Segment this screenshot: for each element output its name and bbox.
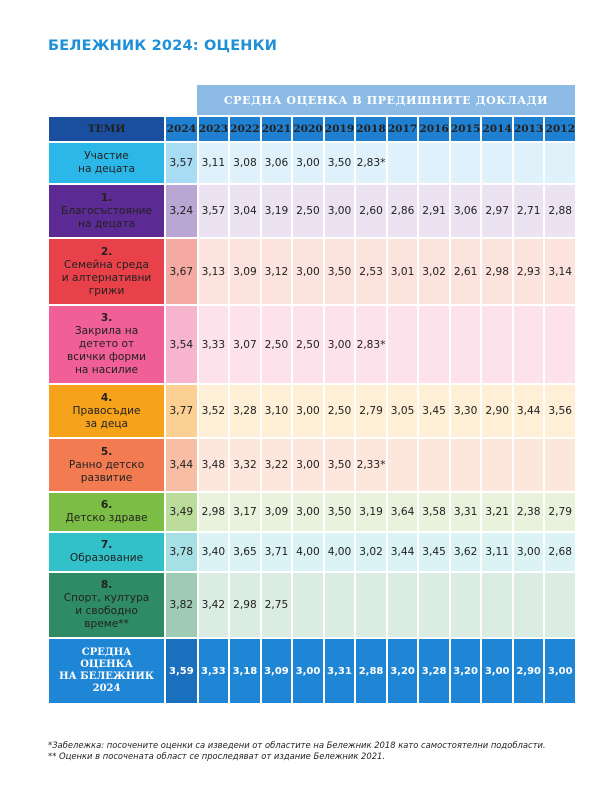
grade-cell: [545, 143, 575, 183]
grade-cell: [482, 143, 512, 183]
grade-cell: 3,00: [293, 143, 323, 183]
header-year: 2013: [514, 117, 544, 141]
current-grade-cell: 3,78: [166, 533, 197, 571]
grade-cell: 3,65: [230, 533, 260, 571]
grade-cell: 3,30: [451, 385, 481, 437]
grade-cell: 3,06: [262, 143, 292, 183]
grade-cell: 3,44: [388, 533, 418, 571]
grade-cell: [388, 573, 418, 637]
topic-number: 8.: [100, 579, 113, 591]
header-year: 2023: [199, 117, 229, 141]
grade-cell: 3,00: [293, 239, 323, 304]
grade-cell: 3,64: [388, 493, 418, 531]
grade-cell: 3,19: [262, 185, 292, 237]
grade-cell: 3,48: [199, 439, 229, 491]
topic-cell: [49, 239, 164, 304]
grade-cell: [451, 306, 481, 383]
grade-cell: [419, 439, 449, 491]
header-year: 2022: [230, 117, 260, 141]
grade-cell: 2,71: [514, 185, 544, 237]
grade-rows: [49, 143, 575, 703]
grade-cell: 3,13: [199, 239, 229, 304]
current-grade-cell: 3,44: [166, 439, 197, 491]
table-row: [49, 573, 575, 637]
grade-cell: [514, 306, 544, 383]
grade-cell: 2,50: [262, 306, 292, 383]
grades-table: [47, 115, 577, 705]
grade-cell: [388, 143, 418, 183]
average-grade-cell: 3,00: [293, 639, 323, 703]
grade-cell: 2,33*: [356, 439, 386, 491]
grade-cell: [419, 306, 449, 383]
grade-cell: [545, 573, 575, 637]
average-grade-cell: 2,90: [514, 639, 544, 703]
grade-cell: 2,61: [451, 239, 481, 304]
table-row: [49, 439, 575, 491]
grade-cell: 3,10: [262, 385, 292, 437]
topic-cell: [49, 306, 164, 383]
current-grade-cell: 3,82: [166, 573, 197, 637]
grade-cell: 4,00: [325, 533, 355, 571]
table-row: [49, 493, 575, 531]
grade-cell: [356, 573, 386, 637]
grade-cell: 3,08: [230, 143, 260, 183]
average-grade-cell: 3,31: [325, 639, 355, 703]
topic-number: 2.: [100, 245, 113, 258]
grade-cell: 3,52: [199, 385, 229, 437]
grade-cell: 3,00: [293, 493, 323, 531]
topic-number: 7.: [100, 539, 113, 551]
grade-cell: 2,83*: [356, 143, 386, 183]
grade-cell: 3,00: [293, 385, 323, 437]
grade-cell: 2,79: [545, 493, 575, 531]
average-grade-cell: 3,09: [262, 639, 292, 703]
current-grade-cell: 3,77: [166, 385, 197, 437]
header-year: 2016: [419, 117, 449, 141]
grade-cell: 3,00: [325, 306, 355, 383]
topic-label: Ранно детско развитие: [68, 458, 145, 484]
grade-cell: 2,88: [545, 185, 575, 237]
grade-cell: 3,32: [230, 439, 260, 491]
grade-cell: 2,60: [356, 185, 386, 237]
table-row: [49, 185, 575, 237]
topic-cell: [49, 385, 164, 437]
grade-cell: 2,98: [199, 493, 229, 531]
footnote-2: ** Оценки в посочената област се проследяват от издание Бележник 2021.: [48, 751, 386, 761]
grade-cell: 3,09: [230, 239, 260, 304]
average-grade-cell: 3,28: [419, 639, 449, 703]
grade-cell: 3,21: [482, 493, 512, 531]
table-row: [49, 143, 575, 183]
grade-cell: [451, 439, 481, 491]
topic-cell: [49, 185, 164, 237]
topic-number: 1.: [100, 191, 113, 204]
topic-label: Благосъстояние на децата: [60, 204, 153, 230]
grade-cell: [293, 573, 323, 637]
topic-cell: [49, 439, 164, 491]
grade-cell: 3,40: [199, 533, 229, 571]
footnotes: [48, 740, 546, 762]
grade-cell: 3,00: [325, 185, 355, 237]
grade-cell: [451, 573, 481, 637]
average-grade-cell: 3,20: [388, 639, 418, 703]
grade-cell: [482, 573, 512, 637]
grade-cell: 3,04: [230, 185, 260, 237]
topic-label: Семейна среда и алтернативни грижи: [61, 258, 152, 297]
average-grade-cell: 3,33: [199, 639, 229, 703]
topic-label: Образование: [69, 552, 144, 564]
grade-cell: 3,62: [451, 533, 481, 571]
current-grade-cell: 3,57: [166, 143, 197, 183]
grade-cell: [514, 143, 544, 183]
header-year: 2015: [451, 117, 481, 141]
grade-cell: [482, 306, 512, 383]
footnote-1: *Забележка: посочените оценки са изведени от областите на Бележник 2018 като самостоятелни подобласти.: [48, 740, 546, 750]
topic-label: Спорт, култура и свободно време**: [63, 592, 150, 630]
header-year: 2020: [293, 117, 323, 141]
grade-cell: 2,53: [356, 239, 386, 304]
grade-cell: 3,33: [199, 306, 229, 383]
grade-cell: 3,45: [419, 385, 449, 437]
grade-cell: 3,22: [262, 439, 292, 491]
grade-cell: 3,09: [262, 493, 292, 531]
average-grade-cell: 3,00: [482, 639, 512, 703]
topic-label: Правосъдие за деца: [72, 404, 141, 430]
grade-cell: 3,44: [514, 385, 544, 437]
grade-cell: [482, 439, 512, 491]
grade-cell: 3,05: [388, 385, 418, 437]
page-title: БЕЛЕЖНИК 2024: ОЦЕНКИ: [48, 38, 278, 54]
grade-cell: 3,50: [325, 439, 355, 491]
grade-cell: 2,90: [482, 385, 512, 437]
grade-cell: 2,50: [293, 185, 323, 237]
grade-cell: 3,01: [388, 239, 418, 304]
grade-cell: [419, 573, 449, 637]
average-grade-cell: 3,18: [230, 639, 260, 703]
grade-cell: [419, 143, 449, 183]
grade-cell: 2,98: [482, 239, 512, 304]
grade-cell: 4,00: [293, 533, 323, 571]
average-current-cell: 3,59: [166, 639, 197, 703]
grade-cell: 2,86: [388, 185, 418, 237]
header-current-year: 2024: [166, 117, 197, 141]
grade-cell: [545, 306, 575, 383]
grade-cell: 2,98: [230, 573, 260, 637]
topic-label: Детско здраве: [65, 512, 148, 524]
grade-cell: 3,50: [325, 239, 355, 304]
average-row: [49, 639, 575, 703]
grade-cell: 3,58: [419, 493, 449, 531]
grade-cell: 3,50: [325, 493, 355, 531]
header-year: 2021: [262, 117, 292, 141]
header-year: 2018: [356, 117, 386, 141]
grade-cell: 3,31: [451, 493, 481, 531]
table-row: [49, 533, 575, 571]
previous-reports-banner: СРЕДНА ОЦЕНКА В ПРЕДИШНИТЕ ДОКЛАДИ: [197, 85, 575, 115]
grade-cell: 2,38: [514, 493, 544, 531]
topic-label: Участие на децата: [78, 150, 136, 175]
grade-cell: [388, 439, 418, 491]
current-grade-cell: 3,54: [166, 306, 197, 383]
header-row: [49, 117, 575, 141]
table-row: [49, 306, 575, 383]
grade-cell: [451, 143, 481, 183]
grade-cell: 3,07: [230, 306, 260, 383]
grade-cell: [514, 573, 544, 637]
grade-cell: 2,93: [514, 239, 544, 304]
header-year: 2012: [545, 117, 575, 141]
grade-cell: 3,71: [262, 533, 292, 571]
header-year: 2019: [325, 117, 355, 141]
grade-cell: [545, 439, 575, 491]
grade-cell: 3,57: [199, 185, 229, 237]
header-year: 2017: [388, 117, 418, 141]
grade-cell: 3,02: [356, 533, 386, 571]
grade-cell: 2,91: [419, 185, 449, 237]
grade-cell: [514, 439, 544, 491]
table-row: [49, 239, 575, 304]
grade-cell: 3,50: [325, 143, 355, 183]
grade-cell: 3,56: [545, 385, 575, 437]
grade-cell: 3,45: [419, 533, 449, 571]
header-year: 2014: [482, 117, 512, 141]
grade-cell: 2,75: [262, 573, 292, 637]
topic-number: 4.: [100, 391, 113, 404]
grade-cell: 2,83*: [356, 306, 386, 383]
average-grade-cell: 3,00: [545, 639, 575, 703]
grade-cell: 3,11: [199, 143, 229, 183]
grade-cell: 3,17: [230, 493, 260, 531]
grade-cell: 3,12: [262, 239, 292, 304]
topic-number: 3.: [100, 312, 113, 324]
topic-cell: [49, 533, 164, 571]
grade-cell: 2,50: [325, 385, 355, 437]
grade-cell: [388, 306, 418, 383]
topic-cell: [49, 573, 164, 637]
current-grade-cell: 3,49: [166, 493, 197, 531]
grade-cell: 2,97: [482, 185, 512, 237]
average-grade-cell: 3,20: [451, 639, 481, 703]
topic-number: 5.: [100, 445, 113, 458]
current-grade-cell: 3,67: [166, 239, 197, 304]
table-row: [49, 385, 575, 437]
grade-cell: 3,00: [514, 533, 544, 571]
grade-cell: 3,11: [482, 533, 512, 571]
average-label: СРЕДНА ОЦЕНКА НА БЕЛЕЖНИК 2024: [49, 639, 164, 703]
header-topics: ТЕМИ: [49, 117, 164, 141]
grade-cell: 3,06: [451, 185, 481, 237]
grade-cell: 2,79: [356, 385, 386, 437]
grade-cell: 3,28: [230, 385, 260, 437]
topic-number: 6.: [100, 499, 113, 511]
grade-cell: 3,42: [199, 573, 229, 637]
grade-cell: 3,02: [419, 239, 449, 304]
topic-cell: [49, 143, 164, 183]
grade-cell: 3,19: [356, 493, 386, 531]
current-grade-cell: 3,24: [166, 185, 197, 237]
grade-cell: 2,50: [293, 306, 323, 383]
topic-cell: [49, 493, 164, 531]
grade-cell: [325, 573, 355, 637]
grade-cell: 3,14: [545, 239, 575, 304]
grade-cell: 2,68: [545, 533, 575, 571]
topic-label: Закрила на детето от всички форми на насилие: [67, 325, 147, 376]
grade-cell: 3,00: [293, 439, 323, 491]
average-grade-cell: 2,88: [356, 639, 386, 703]
